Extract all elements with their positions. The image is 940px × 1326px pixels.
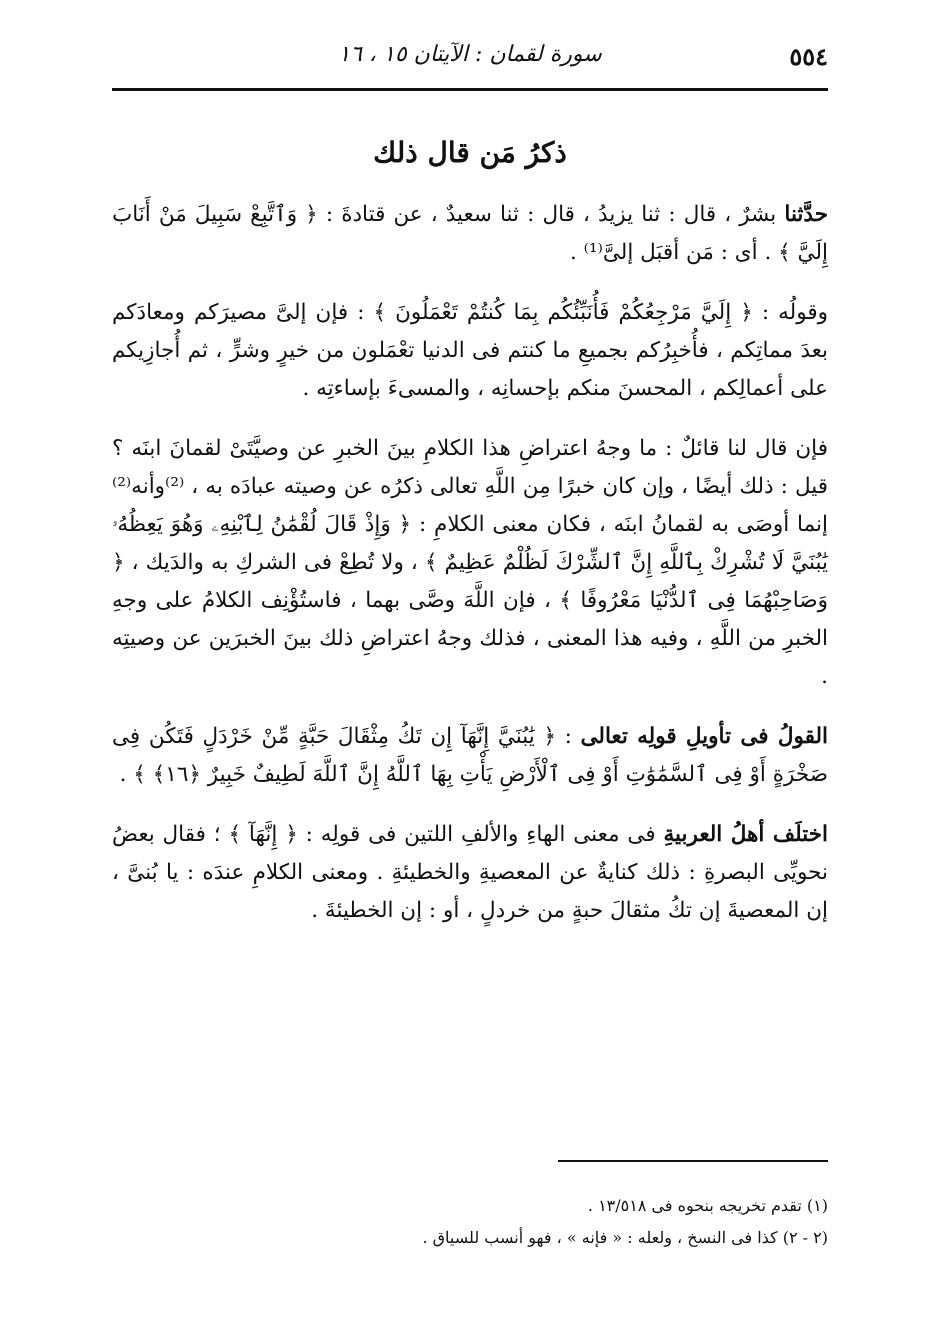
footnotes [112,1190,828,1254]
paragraph-text: . أى : مَن أقبَل إلىَّ⁽¹⁾ . [570,240,779,265]
page-number: ٥٥٤ [789,42,828,71]
quran-quote: ﴿ إِلَيَّ مَرْجِعُكُمْ فَأُنَبِّئُكُم بِمَا كُنتُمْ تَعْمَلُونَ ﴾ [373,300,753,325]
footnote-divider [558,1160,828,1162]
paragraph-4 [112,718,828,794]
running-title: سورة لقمان : الآيتان ١٥ ، ١٦ [338,42,602,67]
paragraph-2 [112,294,828,408]
quran-quote: ﴿ وَٱتَّبِعْ سَبِيلَ مَنْ أَنَابَ إِلَيَّ ﴾ [112,202,828,265]
paragraph-text: : [555,724,581,749]
quran-quote: ﴿ يَٰبُنَيَّ إِنَّهَآ إِن تَكُ مِثْقَالَ حَبَّةٍ مِّنْ خَرْدَلٍ فَتَكُن فِى صَخْرَةٍ أَوْ فِى ٱلسَّمَٰوَٰتِ أَوْ فِى ٱلْأَرْضِ يَأْتِ بِهَا ٱللَّهُ إِنَّ ٱللَّهَ لَطِيفٌ خَبِيرٌ ﴿١٦﴾ ﴾ [112,724,828,787]
paragraph-text: : فإن إلىَّ مصيرَكم ومعادَكم بعدَ مماتِكم ، فأُخبِرُكم بجميعِ ما كنتم فى الدنيا تعْمَلون من خيرٍ وشرٍّ ، ثم أُجازِيكم على أعمالِكم ، المحسنَ منكم بإحسانِه ، والمسىءَ بإساءتِه . [112,300,828,401]
paragraph-5 [112,816,828,930]
page-header [112,36,828,91]
paragraph-text: . [119,762,134,787]
paragraph-1 [112,196,828,272]
footnote-2: (٢ - ٢) كذا فى النسخ ، ولعله : « فإنه » ، فهو أنسب للسياق . [422,1228,828,1247]
main-text [112,196,828,952]
paragraph-text: بشرٌ ، قال : ثنا يزيدُ ، قال : ثنا سعيدٌ ، عن قتادةَ : [317,202,785,227]
section-title: ذكرُ مَن قال ذلك [373,136,567,169]
paragraph-3 [112,430,828,696]
footnote-1: (١) تقدم تخريجه بنحوه فى ١٣/٥١٨ . [587,1196,828,1215]
paragraph-lead: القولُ فى تأويلِ قولِه تعالى [580,724,828,749]
quran-quote: ﴿ إِنَّهَآ ﴾ [228,822,298,847]
paragraph-text: ؛ فقال بعضُ نحويِّى البصرةِ : ذلك كنايةٌ عن المعصيةِ والخطيئةِ . ومعنى الكلامِ عندَه : يا بُنىَّ ، إن المعصيةَ إن تكُ مثقالَ حبةٍ من خردلٍ ، أو : إن الخطيئةَ . [112,822,828,923]
quran-quote: ﴿ وَإِذْ قَالَ لُقْمَٰنُ لِٱبْنِهِۦ وَهُوَ يَعِظُهُۥ يَٰبُنَيَّ لَا تُشْرِكْ بِٱللَّهِ إِنَّ ٱلشِّرْكَ لَظُلْمٌ عَظِيمٌ ﴾ [112,512,829,575]
paragraph-text: ، ولا تُطِعْ فى الشركِ به والدَيك ، ﴿ وَصَاحِبْهُمَا فِى ٱلدُّنْيَا مَعْرُوفًا ﴾ ، فإن اللَّهَ وصَّى بهما ، فاستُؤْنِف الكلامُ على وجهِ الخبرِ من اللَّهِ ، وفيه هذا المعنى ، فذلك وجهُ اعتراضِ ذلك بينَ الخبرَين عن وصيتِه . [112,550,828,689]
paragraph-lead: حدَّثنا [784,202,828,227]
paragraph-text: وقولُه : [752,300,828,325]
paragraph-text: فى معنى الهاءِ والألفِ اللتين فى قولِه : [297,822,664,847]
paragraph-text: فإن قال لنا قائلٌ : ما وجهُ اعتراضِ هذا الكلامِ بينَ الخبرِ عن وصيَّتَىْ لقمانَ ابنَه ؟ قيل : ذلك أيضًا ، وإن كان خبرًا مِن اللَّهِ تعالى ذكرُه عن وصيته عبادَه به ، ⁽²⁾وأنه⁽²⁾ إنما أوصَى به لقمانُ ابنَه ، فكان معنى الكلامِ : [112,436,828,537]
paragraph-lead: اختلَف أهلُ العربيةِ [663,822,828,847]
